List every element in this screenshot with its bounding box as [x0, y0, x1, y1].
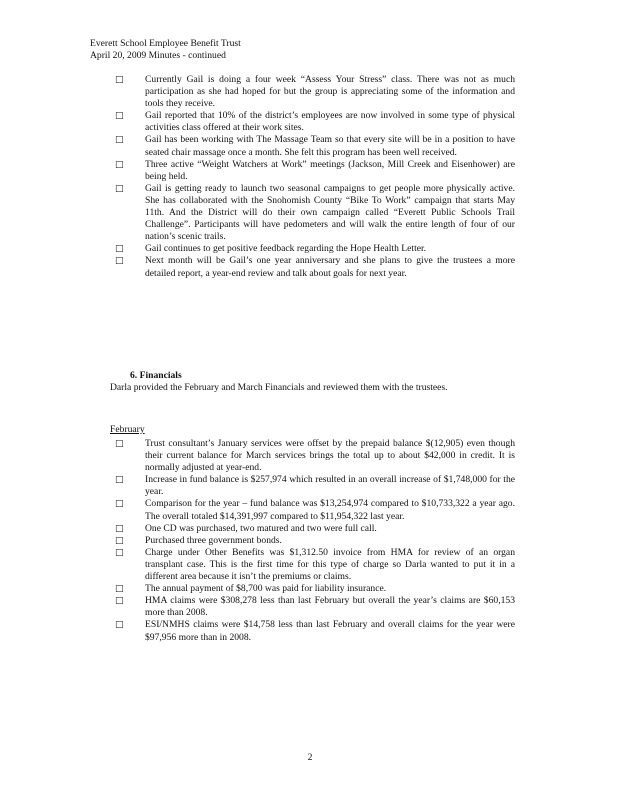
wellness-bullet-list — [115, 74, 515, 280]
list-item: □ Trust consultant’s January services were offset by the prepaid balance $(12,905) even though their current balance for March services brings the total up to about $42,000 in credit. It is normally adjusted at year-end. — [115, 438, 515, 474]
february-subheading: February — [110, 424, 145, 435]
page-number: 2 — [307, 752, 313, 763]
list-item: □ Currently Gail is doing a four week “Assess Your Stress” class. There was not as much participation as she had hoped for but the group is appreciating some of the information and tools they receive. — [115, 74, 515, 110]
list-item: □ Three active “Weight Watchers at Work” meetings (Jackson, Mill Creek and Eisenhower) are being held. — [115, 159, 515, 183]
financials-intro: Darla provided the February and March Financials and reviewed them with the trustees. — [110, 382, 448, 394]
section-heading: 6. Financials — [130, 370, 182, 381]
list-item: □ HMA claims were $308,278 less than last February but overall the year’s claims are $60,153 more than 2008. — [115, 595, 515, 619]
february-subsection — [110, 424, 510, 436]
list-item: □ Charge under Other Benefits was $1,312.50 invoice from HMA for review of an organ transplant case. This is the first time for this type of charge so Darla wanted to put it in a different area because it isn’t the premiums or claims. — [115, 547, 515, 583]
list-item: □ Next month will be Gail’s one year anniversary and she plans to give the trustees a more detailed report, a year-end review and talk about goals for next year. — [115, 255, 515, 279]
financials-section — [110, 370, 510, 394]
list-item: □ Gail reported that 10% of the district’s employees are now involved in some type of physical activities class offered at their work sites. — [115, 110, 515, 134]
list-item: □ Increase in fund balance is $257,974 which resulted in an overall increase of $1,748,000 for the year. — [115, 474, 515, 498]
february-bullet-list — [115, 438, 515, 644]
list-item: □ Gail has been working with The Massage Team so that every site will be in a position to have seated chair massage once a month. She felt this program has been well received. — [115, 134, 515, 158]
header-line-date: April 20, 2009 Minutes - continued — [90, 50, 226, 62]
list-item: □ Comparison for the year – fund balance was $13,254,974 compared to $10,733,322 a year ago. The overall totaled $14,391,997 compared to $11,954,322 last year. — [115, 498, 515, 522]
list-item: □ Purchased three government bonds. — [115, 535, 515, 547]
list-item: □ One CD was purchased, two matured and two were full call. — [115, 523, 515, 535]
list-item: □ The annual payment of $8,700 was paid for liability insurance. — [115, 583, 515, 595]
page-header — [90, 38, 241, 62]
list-item: □ ESI/NMHS claims were $14,758 less than last February and overall claims for the year were $97,956 more than in 2008. — [115, 619, 515, 643]
header-line-title: Everett School Employee Benefit Trust — [90, 38, 241, 49]
list-item: □ Gail continues to get positive feedback regarding the Hope Health Letter. — [115, 243, 515, 255]
list-item: □ Gail is getting ready to launch two seasonal campaigns to get people more physically active. She has collaborated with the Snohomish County “Bike To Work” campaign that starts May 11th. And the District will do their own campaign called “Everett Public Schools Trail Challenge”. Participants will have pedometers and will walk the entire length of four of our nation’s scenic trails. — [115, 183, 515, 243]
